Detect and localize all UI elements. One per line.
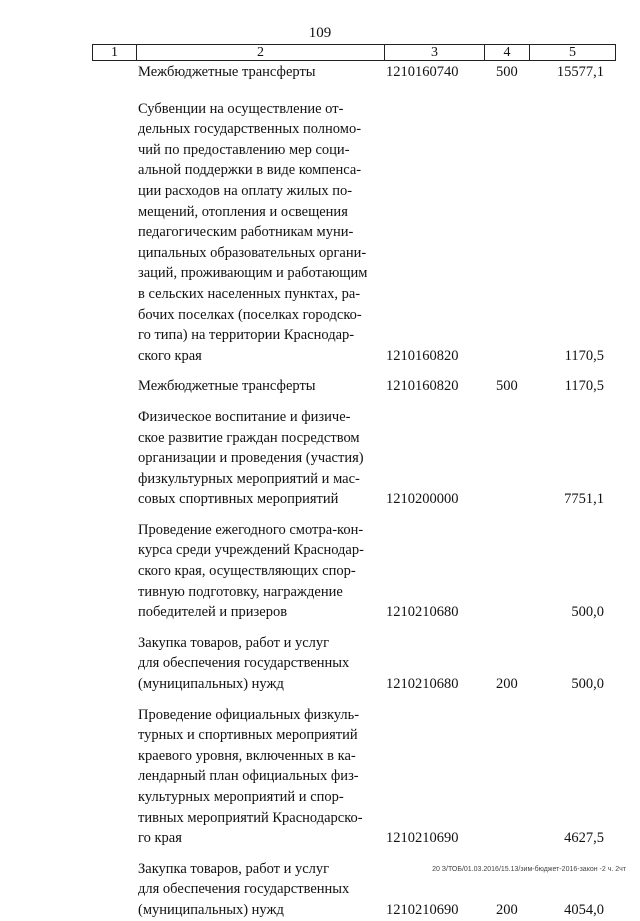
page-number: 109 (308, 25, 332, 41)
row-name (138, 376, 376, 397)
row-name-line: ции расходов на оплату жилых по- (138, 182, 353, 199)
row-name-line: для обеспечения государственных (138, 881, 350, 898)
row-name-line: Закупка товаров, работ и услуг (138, 860, 330, 877)
footer-note: 20 З/ТОБ/01.03.2016/15.13/зим-бюджет-2016-закон -2 ч. 2чт (432, 866, 626, 873)
row-name-line: Субвенции на осуществление от- (138, 100, 344, 117)
header-col-5: 5 (569, 45, 576, 60)
table-row (0, 520, 640, 623)
row-code: 1210210680 (386, 604, 459, 621)
header-col-4: 4 (485, 45, 530, 60)
row-name-line: мещений, отопления и освещения (138, 203, 348, 220)
row-name (138, 705, 376, 849)
row-amount: 4627,5 (564, 830, 604, 847)
header-col-2: 2 (137, 45, 385, 60)
row-name (138, 859, 376, 921)
row-type: 200 (496, 676, 518, 693)
row-name-line: ского края (138, 347, 202, 364)
table-header (92, 44, 616, 61)
table-row (0, 99, 640, 367)
row-name-line: победителей и призеров (138, 604, 288, 621)
table-row (0, 407, 640, 510)
header-col-3: 3 (385, 45, 485, 60)
row-name-line: заций, проживающим и работающим (138, 265, 368, 282)
row-name (138, 407, 376, 510)
row-name-line: педагогическим работникам муни- (138, 224, 354, 241)
row-code: 1210160740 (386, 64, 459, 80)
row-name-line: организации и проведения (участия) (138, 450, 364, 467)
row-name-line: лендарный план официальных физ- (138, 768, 359, 785)
table-row (0, 705, 640, 849)
row-name-line: Проведение ежегодного смотра-кон- (138, 521, 364, 538)
row-type: 500 (496, 64, 518, 80)
table-row (0, 62, 640, 83)
row-name (138, 99, 376, 367)
row-amount: 4054,0 (564, 901, 604, 918)
row-name-line: ципальных образовательных органи- (138, 244, 367, 261)
row-name-line: в сельских населенных пунктах, ра- (138, 285, 361, 302)
row-amount: 500,0 (571, 604, 604, 621)
row-name-line: для обеспечения государственных (138, 655, 350, 672)
header-col-1: 1 (93, 45, 137, 60)
row-name-line: ское развитие граждан посредством (138, 429, 360, 446)
row-code: 1210210680 (386, 676, 459, 693)
row-type: 200 (496, 901, 518, 918)
row-code: 1210160820 (386, 378, 459, 395)
row-name-line: Межбюджетные трансферты (138, 378, 316, 395)
row-name-line: курса среди учреждений Краснодар- (138, 542, 364, 559)
row-name-line: тивных мероприятий Краснодарско- (138, 809, 363, 826)
row-code: 1210160820 (386, 347, 459, 364)
row-name (138, 62, 376, 83)
row-name-line: (муниципальных) нужд (138, 676, 284, 693)
row-amount: 500,0 (571, 676, 604, 693)
row-type: 500 (496, 378, 518, 395)
row-code: 1210210690 (386, 901, 459, 918)
table-row (0, 376, 640, 397)
row-name-line: ского края, осуществляющих спор- (138, 563, 356, 580)
row-name-line: Межбюджетные трансферты (138, 64, 316, 80)
row-amount: 15577,1 (556, 64, 604, 80)
row-name-line: совых спортивных мероприятий (138, 491, 339, 508)
row-name-line: турных и спортивных мероприятий (138, 727, 358, 744)
row-name-line: Физическое воспитание и физиче- (138, 408, 351, 425)
row-amount: 1170,5 (564, 378, 604, 395)
row-name-line: чий по предоставлению мер соци- (138, 141, 350, 158)
row-name-line: тивную подготовку, награждение (138, 583, 343, 600)
row-name-line: Проведение официальных физкуль- (138, 706, 360, 723)
row-name-line: краевого уровня, включенных в ка- (138, 747, 356, 764)
row-amount: 7751,1 (564, 491, 604, 508)
row-name (138, 633, 376, 695)
row-name-line: дельных государственных полномо- (138, 121, 362, 138)
row-name-line: го типа) на территории Краснодар- (138, 327, 355, 344)
table-row (0, 633, 640, 695)
row-name-line: культурных мероприятий и спор- (138, 789, 344, 805)
budget-table-body (0, 62, 640, 921)
row-name-line: физкультурных мероприятий и мас- (138, 470, 360, 487)
row-name-line: Закупка товаров, работ и услуг (138, 634, 330, 651)
row-code: 1210200000 (386, 491, 459, 508)
row-name (138, 520, 376, 623)
row-name-line: (муниципальных) нужд (138, 901, 284, 918)
row-name-line: альной поддержки в виде компенса- (138, 162, 362, 179)
row-name-line: бочих поселках (поселках городско- (138, 306, 362, 323)
row-amount: 1170,5 (564, 347, 604, 364)
row-name-line: го края (138, 830, 182, 847)
row-code: 1210210690 (386, 830, 459, 847)
